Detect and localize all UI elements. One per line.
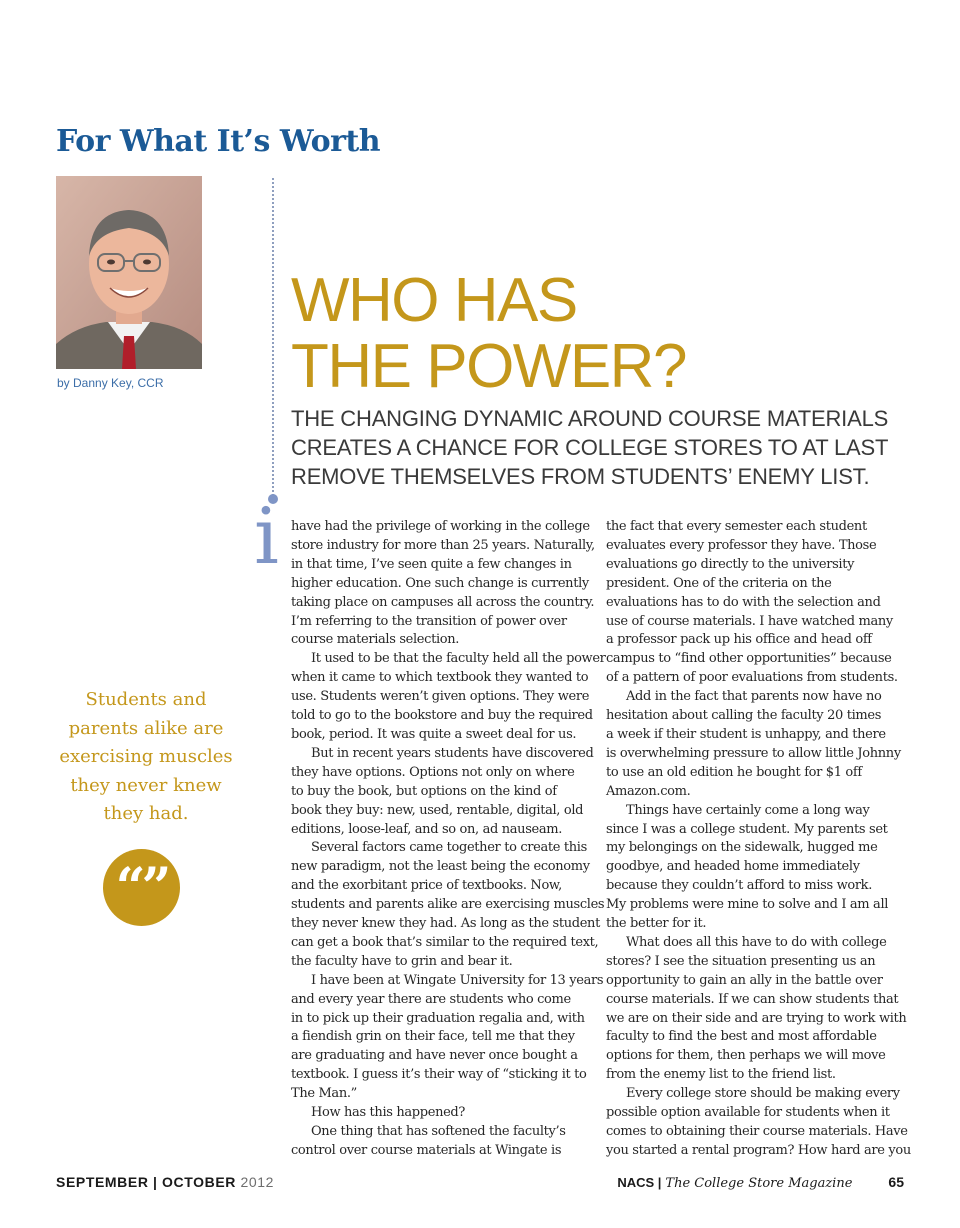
body-line: How has this happened? — [311, 1105, 466, 1121]
body-line: when it came to which textbook they wanted to — [291, 670, 589, 686]
body-line: editions, loose-leaf, and so on, ad nauseam. — [291, 821, 563, 837]
drop-cap: i — [254, 492, 279, 582]
body-line: to use an old edition he bought for $1 off — [606, 764, 862, 780]
body-line: Every college store should be making every — [626, 1086, 900, 1102]
body-line: evaluations go directly to the university — [606, 556, 855, 572]
body-line: because they couldn’t afford to miss work. — [606, 878, 872, 894]
deck-line: THE CHANGING DYNAMIC AROUND COURSE MATERIALS — [291, 406, 889, 431]
pull-quote-line: they had. — [103, 803, 189, 824]
body-line: you started a rental program? How hard are you — [606, 1142, 911, 1158]
section-title: For What It’s Worth — [56, 124, 381, 159]
pull-quote-line: exercising muscles — [59, 746, 233, 767]
body-line: stores? I see the situation presenting us an — [606, 953, 876, 969]
body-line: new paradigm, not the least being the economy — [291, 859, 590, 875]
body-column-left — [291, 518, 606, 1161]
body-line: the better for it. — [606, 916, 707, 932]
body-line: One thing that has softened the faculty’s — [311, 1124, 566, 1139]
body-line: store industry for more than 25 years. Naturally, — [291, 537, 595, 553]
body-line: and every year there are students who come — [291, 991, 571, 1007]
body-line: hesitation about calling the faculty 20 times — [606, 708, 882, 724]
deck-line: CREATES A CHANCE FOR COLLEGE STORES TO AT LAST — [291, 435, 889, 460]
page-number: 65 — [888, 1174, 904, 1190]
body-line: course materials. If we can show students that — [606, 991, 899, 1007]
body-line: a professor pack up his office and head off — [606, 632, 872, 648]
deck-line: REMOVE THEMSELVES FROM STUDENTS’ ENEMY LIST. — [291, 464, 870, 489]
body-column-right — [606, 518, 911, 1161]
body-line: Several factors came together to create this — [311, 840, 587, 856]
footer-magazine-title: The College Store Magazine — [665, 1176, 853, 1191]
body-line: faculty to find the best and most affordable — [606, 1029, 877, 1045]
body-line: use of course materials. I have watched many — [606, 613, 893, 629]
body-line: they never knew they had. As long as the student — [291, 916, 600, 932]
body-line: since I was a college student. My parents set — [606, 821, 888, 837]
body-line: the faculty have to grin and bear it. — [291, 953, 513, 969]
deck-subtitle — [291, 404, 891, 491]
body-line: a week if their student is unhappy, and there — [606, 726, 886, 742]
body-line: have had the privilege of working in the college — [291, 519, 590, 534]
body-line: of a pattern of poor evaluations from students. — [606, 670, 898, 686]
pull-quote — [52, 686, 240, 829]
body-line: higher education. One such change is currently — [291, 575, 589, 591]
headline-line: THE POWER? — [291, 332, 686, 401]
body-line: evaluates every professor they have. Those — [606, 537, 877, 553]
body-line: textbook. I guess it’s their way of “sticking it to — [291, 1067, 587, 1083]
body-line: book, period. It was quite a sweet deal for us. — [291, 726, 577, 742]
headline-line: WHO HAS — [291, 266, 577, 335]
body-line: control over course materials at Wingate is — [291, 1142, 562, 1158]
author-portrait-image — [56, 176, 202, 369]
footer-publication — [617, 1174, 904, 1191]
body-line: the fact that every semester each student — [606, 519, 867, 534]
body-line: What does all this have to do with college — [626, 934, 887, 950]
body-line: book they buy: new, used, rentable, digital, old — [291, 802, 584, 818]
body-line: use. Students weren’t given options. They were — [291, 689, 590, 705]
footer-issue-year: 2012 — [240, 1174, 275, 1190]
body-line: and the exorbitant price of textbooks. Now, — [291, 878, 562, 894]
body-line: my belongings on the sidewalk, hugged me — [606, 840, 878, 856]
body-line: I have been at Wingate University for 13 years — [311, 972, 604, 988]
body-line: comes to obtaining their course materials. Have — [606, 1124, 908, 1139]
pull-quote-line: Students and — [85, 689, 207, 710]
pull-quote-line: they never knew — [70, 774, 222, 796]
body-line: from the enemy list to the friend list. — [606, 1067, 836, 1083]
body-line: goodbye, and headed home immediately — [606, 859, 860, 875]
body-line: students and parents alike are exercising muscles — [291, 897, 605, 913]
quote-marks-icon: “” — [103, 849, 180, 926]
body-line: they have options. Options not only on where — [291, 764, 575, 780]
body-line: to buy the book, but options on the kind of — [291, 783, 557, 799]
dotted-divider — [272, 178, 274, 496]
footer-org: NACS | — [617, 1175, 662, 1190]
body-line: My problems were mine to solve and I am all — [606, 897, 889, 913]
body-line: a fiendish grin on their face, tell me that they — [291, 1029, 575, 1045]
body-line: in that time, I’ve seen quite a few changes in — [291, 556, 572, 572]
footer-issue — [56, 1174, 274, 1190]
body-line: course materials selection. — [291, 632, 460, 648]
body-line: is overwhelming pressure to allow little Johnny — [606, 745, 901, 761]
author-photo — [56, 176, 202, 369]
body-line: we are on their side and are trying to work with — [606, 1010, 907, 1026]
body-line: told to go to the bookstore and buy the required — [291, 708, 593, 724]
body-line: evaluations has to do with the selection and — [606, 594, 881, 610]
body-line: Things have certainly come a long way — [626, 802, 870, 818]
body-line: The Man.” — [291, 1086, 357, 1102]
body-line: But in recent years students have discovered — [311, 745, 594, 761]
body-line: opportunity to gain an ally in the battle over — [606, 972, 883, 988]
body-line: in to pick up their graduation regalia and, with — [291, 1010, 585, 1026]
body-line: taking place on campuses all across the country. — [291, 594, 595, 610]
body-line: campus to “find other opportunities” because — [606, 651, 892, 667]
body-line: I’m referring to the transition of power over — [291, 613, 567, 629]
footer-issue-months: SEPTEMBER | OCTOBER — [56, 1174, 236, 1190]
body-line: options for them, then perhaps we will move — [606, 1048, 886, 1064]
body-line: are graduating and have never once bought a — [291, 1048, 578, 1064]
body-line: Add in the fact that parents now have no — [626, 689, 882, 705]
headline — [291, 268, 686, 400]
body-line: president. One of the criteria on the — [606, 575, 832, 591]
body-line: can get a book that’s similar to the required text, — [291, 934, 599, 950]
body-line: Amazon.com. — [606, 783, 691, 799]
body-line: It used to be that the faculty held all the power — [311, 651, 606, 667]
pull-quote-line: parents alike are — [68, 717, 224, 739]
body-line: possible option available for students when it — [606, 1105, 890, 1121]
author-byline: by Danny Key, CCR — [57, 376, 164, 390]
